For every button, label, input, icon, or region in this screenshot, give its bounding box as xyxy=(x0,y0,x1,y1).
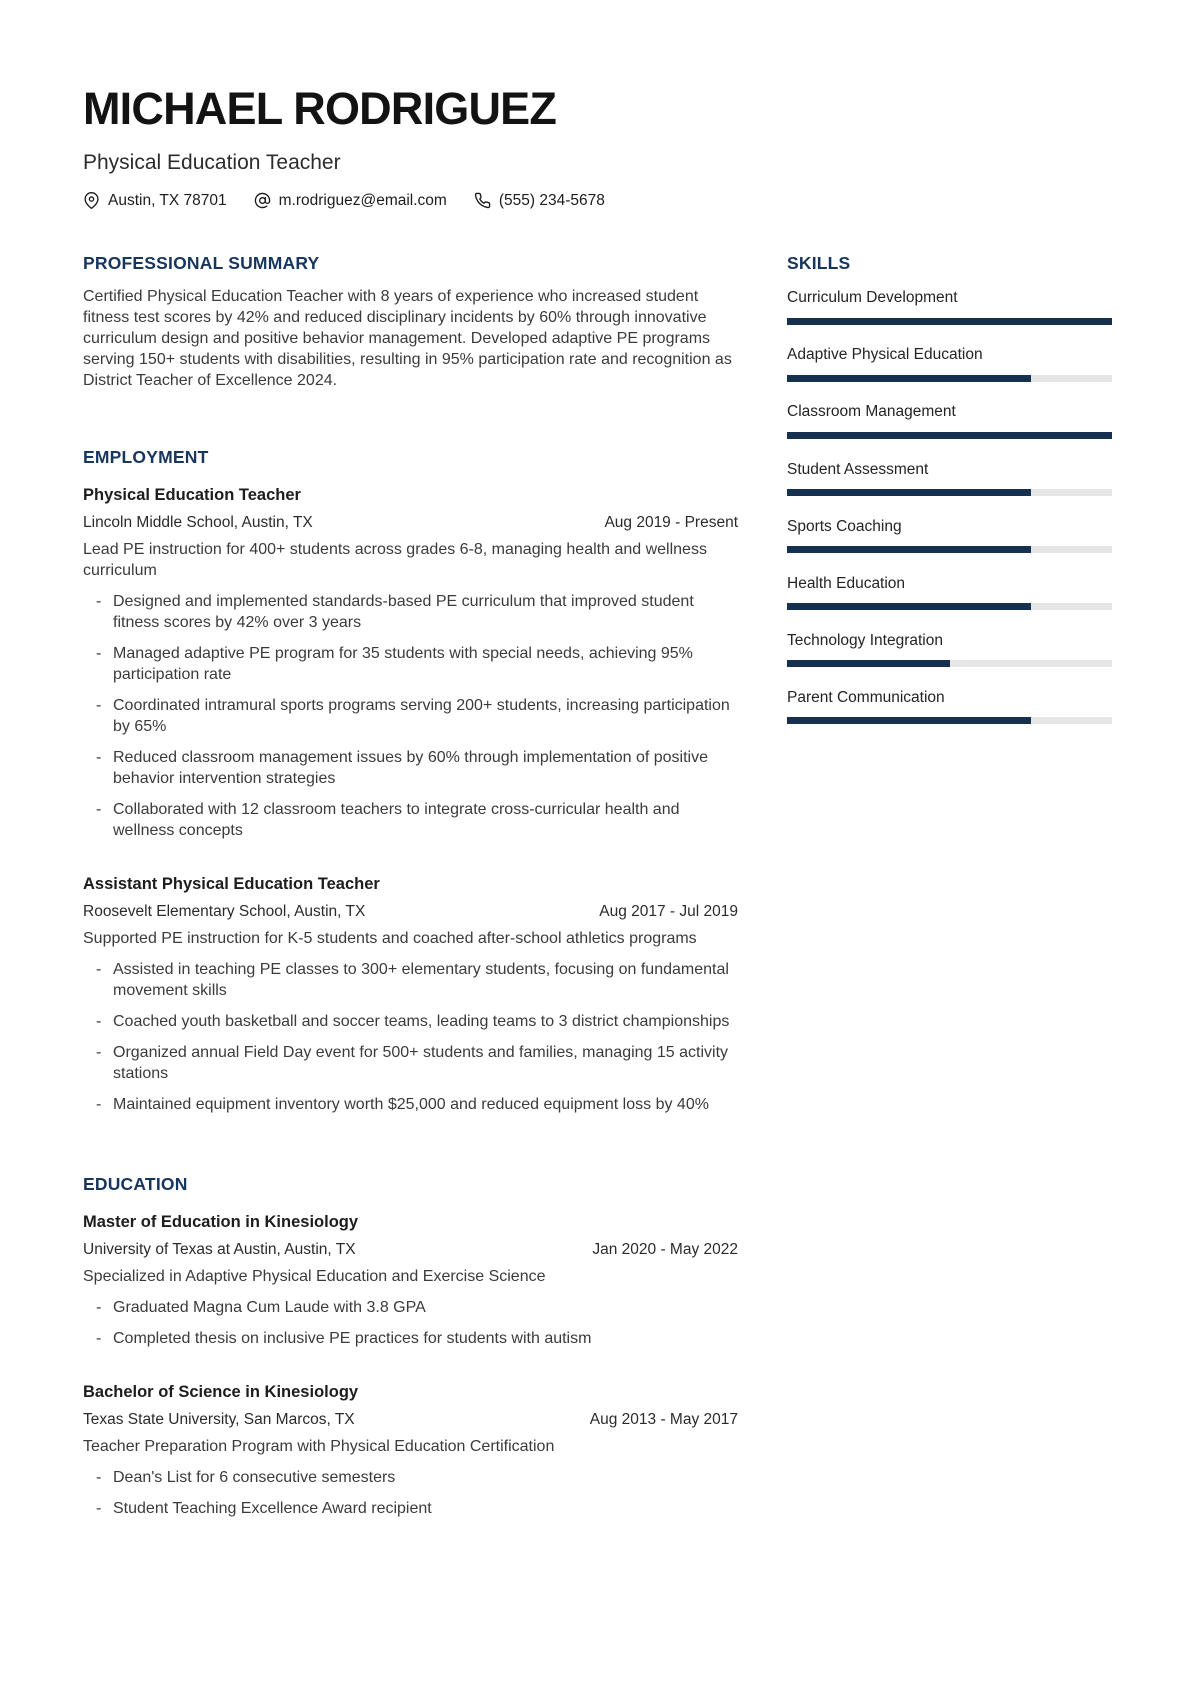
degree-entry xyxy=(83,1382,738,1519)
bullet-item: - Student Teaching Excellence Award recipient xyxy=(83,1498,738,1519)
section-employment xyxy=(83,448,738,1115)
skill-bar-fill xyxy=(787,603,1031,610)
job-company: Lincoln Middle School, Austin, TX xyxy=(83,514,313,532)
degree-summary: Teacher Preparation Program with Physical Education Certification xyxy=(83,1437,555,1455)
skill-bar-fill xyxy=(787,318,1112,325)
bullet-item: - Designed and implemented standards-based PE curriculum that improved student fitness scores by 42% over 3 years xyxy=(83,591,738,633)
contact-location-text: Austin, TX 78701 xyxy=(108,191,227,209)
skill-bar-track xyxy=(787,546,1112,553)
job-entry xyxy=(83,874,738,1115)
bullet-item: - Dean's List for 6 consecutive semesters xyxy=(83,1467,738,1488)
section-education xyxy=(83,1175,738,1519)
resume-name: MICHAEL RODRIGUEZ xyxy=(83,83,557,134)
location-pin-icon xyxy=(83,192,100,209)
degree-school: Texas State University, San Marcos, TX xyxy=(83,1410,355,1428)
job-bullets xyxy=(83,591,738,841)
skill-bar-track xyxy=(787,432,1112,439)
skill-bar-track xyxy=(787,603,1112,610)
job-title: Assistant Physical Education Teacher xyxy=(83,875,380,894)
job-meta xyxy=(83,902,738,922)
bullet-item: - Completed thesis on inclusive PE practices for students with autism xyxy=(83,1328,738,1349)
bullet-item: - Graduated Magna Cum Laude with 3.8 GPA xyxy=(83,1297,738,1318)
job-entry xyxy=(83,485,738,841)
resume-job-title: Physical Education Teacher xyxy=(83,150,341,174)
bullet-item: - Coached youth basketball and soccer teams, leading teams to 3 district championships xyxy=(83,1011,738,1032)
degree-school: University of Texas at Austin, Austin, TX xyxy=(83,1240,356,1258)
section-heading-skills: SKILLS xyxy=(787,252,851,273)
bullet-item: - Collaborated with 12 classroom teachers to integrate cross-curricular health and wellness concepts xyxy=(83,799,738,841)
skill-item xyxy=(787,461,1112,497)
skill-bar-fill xyxy=(787,546,1031,553)
degree-title: Master of Education in Kinesiology xyxy=(83,1213,359,1232)
bullet-item: - Maintained equipment inventory worth $25,000 and reduced equipment loss by 40% xyxy=(83,1094,738,1115)
job-bullets xyxy=(83,959,738,1115)
skill-bar-fill xyxy=(787,375,1031,382)
contact-phone-text: (555) 234-5678 xyxy=(498,191,605,209)
skill-bar-track xyxy=(787,318,1112,325)
at-sign-icon xyxy=(254,192,271,209)
degree-bullets xyxy=(83,1467,738,1519)
content-columns xyxy=(83,254,1112,1519)
skill-label: Parent Communication xyxy=(787,688,945,706)
bullet-item: - Reduced classroom management issues by 60% through implementation of positive behavior intervention strategies xyxy=(83,747,738,789)
contact-location xyxy=(83,192,227,210)
skill-bar-fill xyxy=(787,432,1112,439)
section-skills xyxy=(787,254,1112,725)
sidebar-column xyxy=(787,254,1112,746)
skill-label: Health Education xyxy=(787,574,906,592)
degree-meta xyxy=(83,1410,738,1430)
contact-email xyxy=(254,192,447,210)
job-company: Roosevelt Elementary School, Austin, TX xyxy=(83,902,366,920)
section-heading-employment: EMPLOYMENT xyxy=(83,447,209,468)
bullet-item: - Organized annual Field Day event for 500+ students and families, managing 15 activity stations xyxy=(83,1042,738,1084)
contact-row xyxy=(83,192,1112,210)
degree-dates: Aug 2013 - May 2017 xyxy=(589,1410,738,1428)
bullet-item: - Managed adaptive PE program for 35 students with special needs, achieving 95% participation rate xyxy=(83,643,738,685)
skill-bar-fill xyxy=(787,489,1031,496)
skill-item xyxy=(787,575,1112,611)
skill-bar-track xyxy=(787,660,1112,667)
section-heading-education: EDUCATION xyxy=(83,1174,188,1195)
skill-label: Student Assessment xyxy=(787,460,929,478)
skill-label: Technology Integration xyxy=(787,631,943,649)
phone-icon xyxy=(474,192,491,209)
job-summary: Supported PE instruction for K-5 students and coached after-school athletics programs xyxy=(83,930,697,948)
skill-bar-fill xyxy=(787,660,950,667)
skill-item xyxy=(787,346,1112,382)
skill-label: Sports Coaching xyxy=(787,517,902,535)
job-meta xyxy=(83,513,738,533)
contact-email-text: m.rodriguez@email.com xyxy=(278,191,447,209)
skill-label: Classroom Management xyxy=(787,403,956,421)
skill-item xyxy=(787,403,1112,439)
skill-item xyxy=(787,518,1112,554)
skill-bar-track xyxy=(787,489,1112,496)
contact-phone xyxy=(474,192,605,210)
degree-dates: Jan 2020 - May 2022 xyxy=(592,1240,738,1258)
skill-item xyxy=(787,689,1112,725)
bullet-item: - Assisted in teaching PE classes to 300+ elementary students, focusing on fundamental movement skills xyxy=(83,959,738,1001)
skill-bar-fill xyxy=(787,717,1031,724)
job-title: Physical Education Teacher xyxy=(83,486,301,505)
degree-summary: Specialized in Adaptive Physical Education and Exercise Science xyxy=(83,1268,546,1286)
job-dates: Aug 2017 - Jul 2019 xyxy=(599,902,738,920)
summary-text: Certified Physical Education Teacher with 8 years of experience who increased student fitness test scores by 42% and reduced disciplinary incidents by 60% through innovative curriculum design and positive behavior management. Developed adaptive PE programs serving 150+ students with disabilities, resulting in 95% participation rate and recognition as District Teacher of Excellence 2024. xyxy=(83,288,732,390)
degree-bullets xyxy=(83,1297,738,1349)
skill-label: Adaptive Physical Education xyxy=(787,346,983,364)
section-heading-summary: PROFESSIONAL SUMMARY xyxy=(83,252,320,273)
skill-label: Curriculum Development xyxy=(787,289,958,307)
skill-item xyxy=(787,632,1112,668)
degree-title: Bachelor of Science in Kinesiology xyxy=(83,1383,359,1402)
degree-entry xyxy=(83,1212,738,1349)
skill-item xyxy=(787,289,1112,325)
bullet-item: - Coordinated intramural sports programs serving 200+ students, increasing participation by 65% xyxy=(83,695,738,737)
skills-list xyxy=(787,289,1112,724)
degree-meta xyxy=(83,1240,738,1260)
skill-bar-track xyxy=(787,375,1112,382)
skill-bar-track xyxy=(787,717,1112,724)
main-column xyxy=(83,254,738,1519)
job-summary: Lead PE instruction for 400+ students across grades 6-8, managing health and wellness curriculum xyxy=(83,541,707,580)
section-professional-summary xyxy=(83,254,738,391)
job-dates: Aug 2019 - Present xyxy=(604,514,738,532)
